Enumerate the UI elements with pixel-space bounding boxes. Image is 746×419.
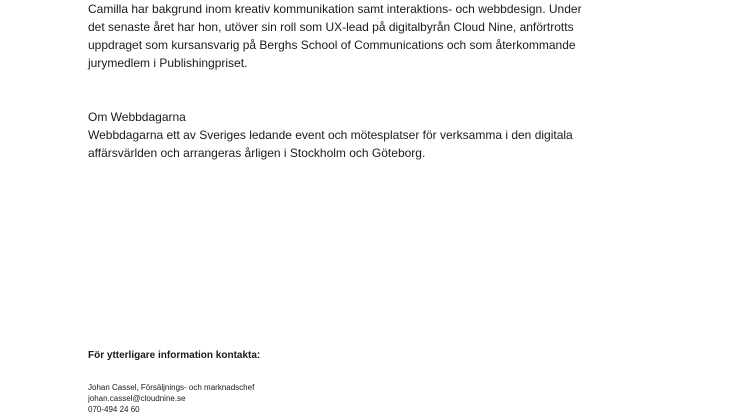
bio-line: det senaste året har hon, utöver sin roll som UX-lead på digitalbyrån Cloud Nine, anförtrotts — [88, 20, 574, 34]
bio-line: uppdraget som kursansvarig på Berghs School of Communications och som återkommande — [88, 38, 576, 52]
about-section — [88, 108, 628, 162]
about-line: Webbdagarna ett av Sveriges ledande event och mötesplatser för verksamma i den digitala — [88, 128, 573, 142]
contact-phone: 070-494 24 60 — [88, 405, 140, 414]
contact-email[interactable]: johan.cassel@cloudnine.se — [88, 394, 186, 403]
bio-paragraph — [88, 0, 628, 72]
bio-line: jurymedlem i Publishingpriset. — [88, 56, 248, 70]
contact-heading: För ytterligare information kontakta: — [88, 350, 261, 361]
contact-block — [88, 382, 254, 415]
bio-line: Camilla har bakgrund inom kreativ kommunikation samt interaktions- och webbdesign. Under — [88, 2, 582, 16]
about-heading: Om Webbdagarna — [88, 110, 186, 124]
contact-name-title: Johan Cassel, Försäljnings- och marknadschef — [88, 383, 255, 392]
about-line: affärsvärlden och arrangeras årligen i Stockholm och Göteborg. — [88, 146, 426, 160]
